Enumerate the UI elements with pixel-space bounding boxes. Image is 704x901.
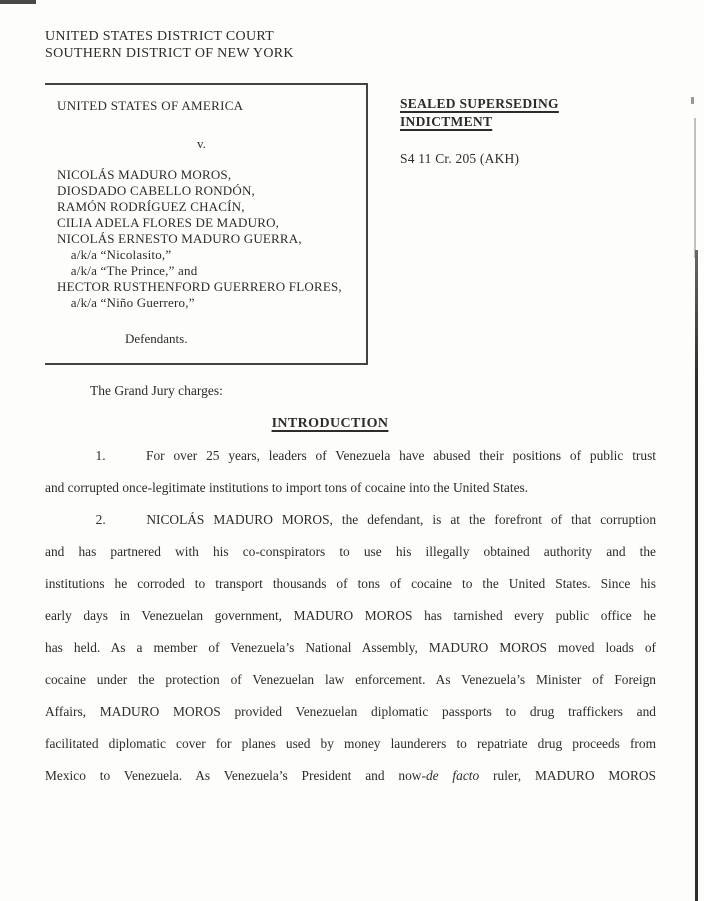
defendant-name-list: [57, 167, 342, 311]
text-line: institutions he corroded to transport thousands of tons of cocaine to the United States. Since his: [45, 576, 656, 591]
plaintiff-name: UNITED STATES OF AMERICA: [57, 98, 244, 113]
text-line: facilitated diplomatic cover for planes used by money launderers to repatriate drug proceeds from: [45, 736, 656, 751]
court-district: SOUTHERN DISTRICT OF NEW YORK: [45, 46, 294, 61]
text-line: 2. NICOLÁS MADURO MOROS, the defendant, is at the forefront of that corruption: [45, 512, 657, 527]
indictment-title-line1: SEALED SUPERSEDING: [400, 96, 559, 111]
court-header: [45, 28, 294, 62]
scan-artifact-dot: [691, 97, 694, 104]
paragraph-2: [45, 504, 656, 792]
indictment-title-line2: INDICTMENT: [400, 113, 493, 129]
case-number: S4 11 Cr. 205 (AKH): [400, 151, 520, 166]
text-line: and has partnered with his co-conspirators to use his illegally obtained authority and the: [45, 544, 656, 559]
text-line: a/k/a “Niño Guerrero,”: [57, 295, 195, 310]
paragraph-1: [45, 440, 656, 504]
grand-jury-charges-line: The Grand Jury charges:: [90, 383, 223, 398]
text-line: HECTOR RUSTHENFORD GUERRERO FLORES,: [57, 279, 342, 294]
document-body: [45, 440, 656, 792]
text-line: 1. For over 25 years, leaders of Venezuela have abused their positions of public trust: [45, 448, 657, 463]
text-line: DIOSDADO CABELLO RONDÓN,: [57, 183, 255, 198]
case-caption-box: [45, 83, 368, 365]
scan-artifact-right-edge-light: [694, 118, 696, 258]
text-line: has held. As a member of Venezuela’s National Assembly, MADURO MOROS moved loads of: [45, 640, 656, 655]
scan-artifact-top-left: [0, 0, 36, 4]
text-line: early days in Venezuelan government, MADURO MOROS has tarnished every public office he: [45, 608, 656, 623]
text-line: CILIA ADELA FLORES DE MADURO,: [57, 215, 280, 230]
defendants-label: Defendants.: [125, 331, 188, 346]
text-line: RAMÓN RODRÍGUEZ CHACÍN,: [57, 199, 245, 214]
text-line: Affairs, MADURO MOROS provided Venezuelan diplomatic passports to drug traffickers and: [45, 704, 656, 719]
text-line: cocaine under the protection of Venezuelan law enforcement. As Venezuela’s Minister of Foreign: [45, 672, 656, 687]
indictment-title: [400, 95, 660, 130]
text-line: a/k/a “The Prince,” and: [57, 263, 198, 278]
introduction-heading: INTRODUCTION: [271, 416, 389, 431]
text-line: NICOLÁS MADURO MOROS,: [57, 167, 232, 182]
text-line: a/k/a “Nicolasito,”: [57, 247, 172, 262]
indictment-title-column: [400, 95, 660, 167]
scan-artifact-right-edge-dark: [695, 250, 698, 901]
court-name: UNITED STATES DISTRICT COURT: [45, 29, 275, 44]
text-line: NICOLÁS ERNESTO MADURO GUERRA,: [57, 231, 302, 246]
text-line: and corrupted once-legitimate institutions to import tons of cocaine into the United States.: [45, 480, 529, 495]
text-line: Mexico to Venezuela. As Venezuela’s President and now-de facto ruler, MADURO MOROS: [45, 768, 656, 783]
versus-abbreviation: v.: [197, 136, 206, 151]
